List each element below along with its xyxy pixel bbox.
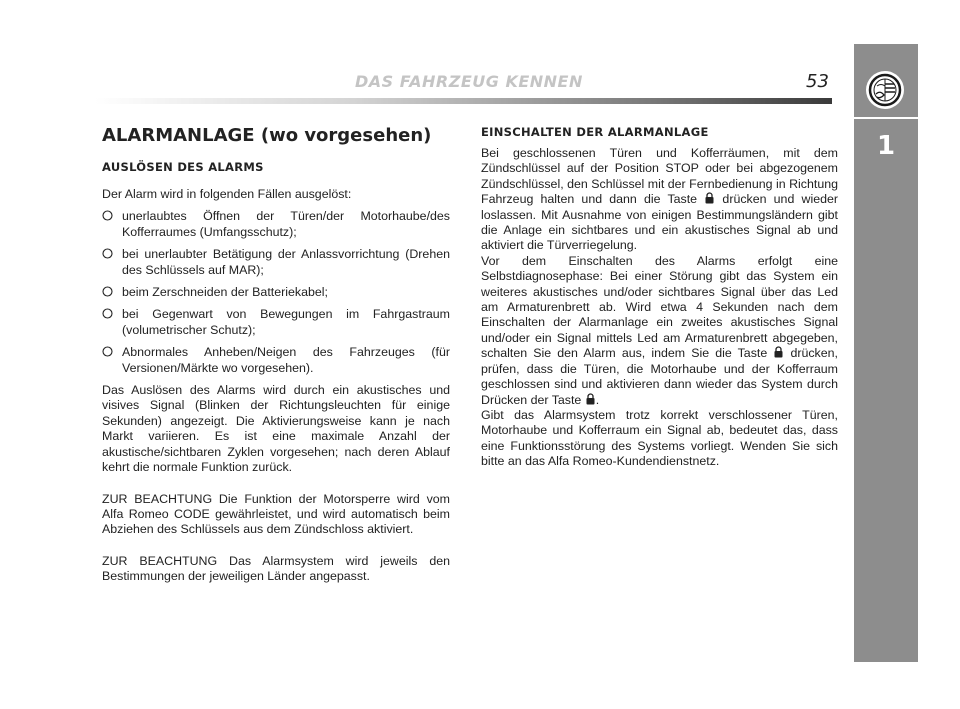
intro-text: Der Alarm wird in folgenden Fällen ausgelöst:: [102, 187, 352, 201]
section-subtitle: EINSCHALTEN DER ALARMANLAGE: [481, 125, 709, 139]
list-item: [102, 345, 450, 376]
circle-bullet-icon: [102, 346, 113, 357]
right-column: [481, 125, 838, 470]
circle-bullet-icon: [102, 308, 113, 319]
page-number: 53: [806, 71, 829, 92]
lock-key-icon: [774, 346, 783, 358]
sidebar-divider: [854, 117, 918, 119]
running-header-title: DAS FAHRZEUG KENNEN: [355, 72, 583, 91]
trigger-list: [102, 209, 450, 376]
circle-bullet-icon: [102, 210, 113, 221]
section-title: ALARMANLAGE (wo vorgesehen): [102, 125, 432, 146]
body-paragraph: Gibt das Alarmsystem trotz korrekt verschlossener Türen, Motorhaube und Kofferraum ein Signal ab, bedeutet das, dass eine Funktionsstörung des Systems vorliegt. Wenden Sie sich bitte an das Alfa Romeo-Kundendienstnetz.: [481, 407, 838, 469]
paragraph-text: Bei geschlossenen Türen und Kofferräumen, mit dem Zündschlüssel auf der Position STOP oder bei abgezogenem Zündschlüssel, den Schlüssel mit der Fernbedienung in Richtung Fahrzeug halten und dann die Taste: [481, 146, 838, 207]
list-item: [102, 285, 450, 300]
header-rule: [95, 98, 832, 104]
lock-key-icon: [586, 393, 595, 405]
list-item: [102, 307, 450, 338]
body-paragraph: Das Auslösen des Alarms wird durch ein akustisches und visives Signal (Blinken der Richtungsleuchten für einige Sekunden) angezeigt. Die Aktivierungsweise kann je nach Markt variieren. Es ist eine maximale Anzahl der akustische/sichtbaren Zyklen vorgesehen; nach deren Ablauf kehrt die normale Funktion zurück.: [102, 383, 450, 475]
lock-key-icon: [705, 192, 714, 204]
paragraph-text: drücken und wieder loslassen. Mit Ausnahme von einigen Bestimmungsländern gibt die Anlage ein sichtbares und ein akustisches Signal ab und aktiviert die Türverriegelung.: [481, 192, 838, 253]
list-item-text: beim Zerschneiden der Batteriekabel;: [122, 285, 328, 300]
list-item: [102, 247, 450, 278]
note-paragraph: ZUR BEACHTUNG Das Alarmsystem wird jeweils den Bestimmungen der jeweiligen Länder angepasst.: [102, 553, 450, 584]
chapter-number: 1: [876, 131, 896, 161]
note-paragraph: ZUR BEACHTUNG Die Funktion der Motorsperre wird vom Alfa Romeo CODE gewährleistet, und wird automatisch beim Abziehen des Schlüssels aus dem Zündschloss aktiviert.: [102, 491, 450, 537]
circle-bullet-icon: [102, 286, 113, 297]
paragraph-text: Vor dem Einschalten des Alarms erfolgt eine Selbstdiagnosephase: Bei einer Störung gibt das System ein weiteres akustisches und/oder sichtbares Signal über das Led am Armaturenbrett ab. Wird etwa 4 Sekunden nach dem Einschalten der Alarmanlage ein zweites akustisches Signal und/oder ein Signal mittels Led am Armaturenbrett abgegeben, schalten Sie den Alarm aus, indem Sie die Taste: [481, 253, 838, 361]
list-item: [102, 209, 450, 240]
list-item-text: bei Gegenwart von Bewegungen im Fahrgastraum (volumetrischer Schutz);: [122, 307, 450, 337]
left-column: [102, 125, 450, 585]
list-item-text: unerlaubtes Öffnen der Türen/der Motorhaube/des Kofferraumes (Umfangsschutz);: [122, 209, 450, 239]
paragraph-text: .: [595, 392, 600, 407]
section-subtitle: AUSLÖSEN DES ALARMS: [102, 160, 264, 174]
paragraph-text: drücken, prüfen, dass die Türen, die Motorhaube und der Kofferraum geschlossen sind und aktivieren dann wieder das System durch Drücken der Taste: [481, 346, 838, 407]
list-item-text: bei unerlaubter Betätigung der Anlassvorrichtung (Drehen des Schlüssels auf MAR);: [122, 247, 450, 277]
circle-bullet-icon: [102, 248, 113, 259]
body-paragraph: [481, 254, 838, 408]
list-item-text: Abnormales Anheben/Neigen des Fahrzeuges (für Versionen/Märkte wo vorgesehen).: [122, 345, 450, 375]
body-paragraph: [481, 146, 838, 254]
alfa-romeo-logo-icon: [865, 70, 905, 110]
